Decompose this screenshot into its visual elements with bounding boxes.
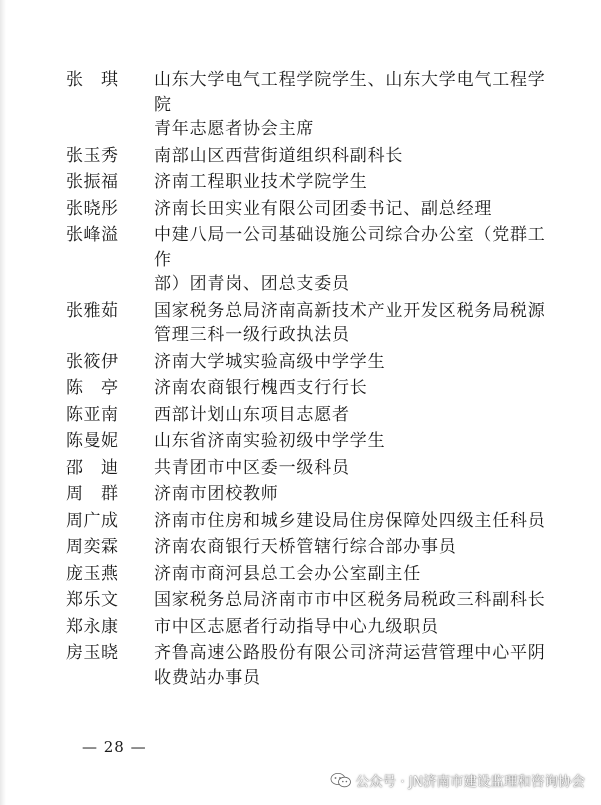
list-item bbox=[66, 403, 546, 428]
person-description: 西部计划山东项目志愿者 bbox=[154, 404, 350, 425]
person-description: 国家税务总局济南高新技术产业开发区税务局税源 管理三科一级行政执法员 bbox=[154, 300, 546, 345]
person-name: 房玉晓 bbox=[66, 643, 119, 663]
page-edge bbox=[0, 0, 6, 805]
list-item bbox=[66, 197, 546, 222]
person-description: 山东省济南实验初级中学学生 bbox=[154, 431, 386, 451]
person-description: 济南长田实业有限公司团委书记、副总经理 bbox=[154, 198, 493, 219]
person-description: 南部山区西营街道组织科副科长 bbox=[154, 145, 404, 166]
person-name: 陈亚南 bbox=[66, 404, 119, 425]
person-name: 周广成 bbox=[66, 510, 119, 531]
list-item bbox=[66, 562, 546, 587]
list-item bbox=[66, 535, 546, 560]
person-name: 张 琪 bbox=[66, 70, 119, 90]
person-description: 济南大学城实验高级中学学生 bbox=[154, 351, 386, 372]
person-description: 济南农商银行天桥管辖行综合部办事员 bbox=[154, 537, 457, 557]
person-name: 张峰溢 bbox=[66, 225, 119, 245]
watermark-text: 公众号 · JN济南市建设监理和咨询协会 bbox=[355, 774, 585, 790]
person-description: 共青团市中区委一级科员 bbox=[154, 457, 350, 478]
person-description: 济南市住房和城乡建设局住房保障处四级主任科员 bbox=[154, 510, 546, 531]
list-item bbox=[66, 170, 546, 195]
list-item bbox=[66, 299, 546, 348]
list-item bbox=[66, 641, 546, 690]
person-name: 张振福 bbox=[66, 172, 119, 192]
list-item bbox=[66, 456, 546, 481]
wechat-icon bbox=[330, 772, 352, 788]
person-description: 市中区志愿者行动指导中心九级职员 bbox=[154, 616, 439, 637]
list-item bbox=[66, 429, 546, 454]
list-item bbox=[66, 144, 546, 169]
person-name: 张玉秀 bbox=[66, 145, 119, 166]
person-name: 张晓彤 bbox=[66, 198, 119, 219]
person-name: 周奕霖 bbox=[66, 537, 119, 557]
person-description: 济南农商银行槐西支行行长 bbox=[154, 378, 368, 398]
person-name: 陈曼妮 bbox=[66, 431, 119, 451]
list-item bbox=[66, 350, 546, 375]
person-name: 张雅茹 bbox=[66, 300, 119, 321]
list-item bbox=[66, 68, 546, 142]
person-name: 邵 迪 bbox=[66, 457, 119, 478]
name-list bbox=[66, 68, 546, 692]
person-description: 齐鲁高速公路股份有限公司济菏运营管理中心平阴 收费站办事员 bbox=[154, 643, 546, 688]
person-name: 陈 亭 bbox=[66, 378, 119, 398]
person-description: 山东大学电气工程学院学生、山东大学电气工程学院 青年志愿者协会主席 bbox=[154, 70, 546, 139]
person-name: 郑永康 bbox=[66, 616, 119, 637]
list-item bbox=[66, 482, 546, 507]
person-name: 庞玉燕 bbox=[66, 563, 119, 584]
list-item bbox=[66, 509, 546, 534]
person-name: 周 群 bbox=[66, 484, 119, 504]
person-description: 济南市团校教师 bbox=[154, 484, 279, 504]
person-description: 济南工程职业技术学院学生 bbox=[154, 172, 368, 192]
list-item bbox=[66, 223, 546, 297]
person-name: 郑乐文 bbox=[66, 590, 119, 610]
person-description: 中建八局一公司基础设施公司综合办公室（党群工作 部）团青岗、团总支委员 bbox=[154, 225, 546, 294]
person-description: 国家税务总局济南市市中区税务局税政三科副科长 bbox=[154, 590, 546, 610]
watermark bbox=[330, 770, 585, 790]
page-number: — 28 — bbox=[82, 738, 147, 756]
person-description: 济南市商河县总工会办公室副主任 bbox=[154, 563, 421, 584]
list-item bbox=[66, 588, 546, 613]
person-name: 张筱伊 bbox=[66, 351, 119, 372]
list-item bbox=[66, 615, 546, 640]
list-item bbox=[66, 376, 546, 401]
